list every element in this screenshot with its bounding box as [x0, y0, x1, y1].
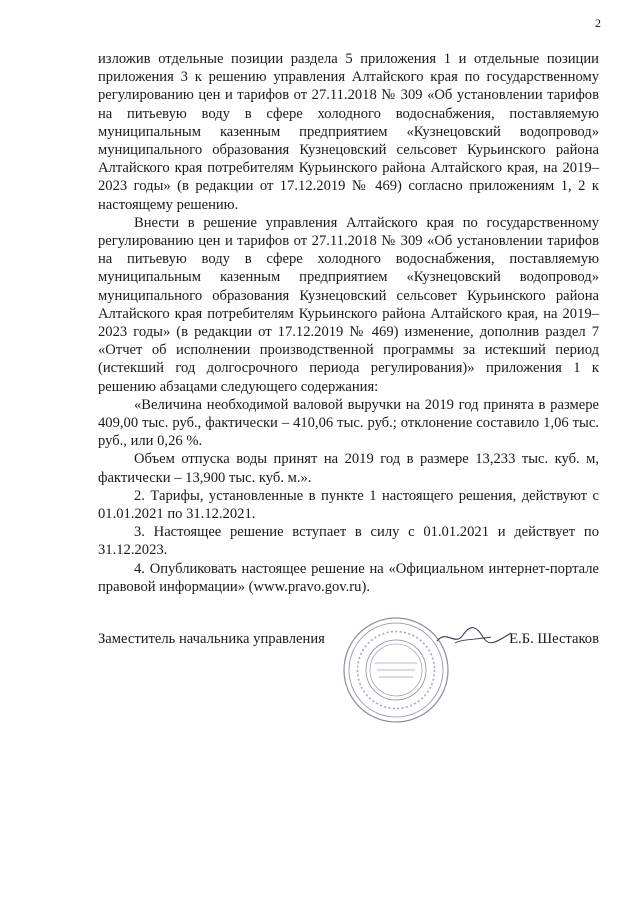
paragraph-amendment: Внести в решение управления Алтайского края по государственному регулированию цен и тарифов от 27.11.2018 № 309 «Об установлении тарифов на питьевую воду в сфере холодного водоснабжения, поставляемую муниципальным казенным предприятием «Кузнецовский водопровод» муниципального образования Кузнецовский сельсовет Курьинского района Алтайского края потребителям Курьинского района Алтайского края, на 2019–2023 годы» (в редакции от 17.12.2019 № 469) изменение, дополнив раздел 7 «Отчет об исполнении производственной программы за истекший период (истекший год долгосрочного периода регулирования)» приложения 1 к решению абзацами следующего содержания: — [98, 214, 599, 395]
paragraph-revenue: «Величина необходимой валовой выручки на 2019 год принята в размере 409,00 тыс. руб., фактически – 410,06 тыс. руб.; отклонение составило 1,06 тыс. руб., или 0,26 %. — [98, 396, 599, 450]
handwritten-signature-icon — [433, 621, 513, 651]
document-body — [98, 50, 599, 596]
paragraph-item-4: 4. Опубликовать настоящее решение на «Официальном интернет-портале правовой информации» (www.pravo.gov.ru). — [98, 560, 599, 595]
paragraph-item-3: 3. Настоящее решение вступает в силу с 01.01.2021 и действует по 31.12.2023. — [98, 524, 599, 559]
paragraph-continuation: изложив отдельные позиции раздела 5 приложения 1 и отдельные позиции приложения 3 к решению управления Алтайского края по государственному регулированию цен и тарифов от 27.11.2018 № 309 «Об установлении тарифов на питьевую воду в сфере холодного водоснабжения, поставляемую муниципальным казенным предприятием «Кузнецовский водопровод» муниципального образования Кузнецовский сельсовет Курьинского района Алтайского края потребителям Курьинского района Алтайского края, на 2019–2023 годы» (в редакции от 17.12.2019 № 469) согласно приложениям 1, 2 к настоящему решению. — [98, 51, 599, 213]
paragraph-item-2: 2. Тарифы, установленные в пункте 1 настоящего решения, действуют с 01.01.2021 по 31.12.2021. — [98, 487, 599, 523]
paragraph-water-volume: Объем отпуска воды принят на 2019 год в размере 13,233 тыс. куб. м, фактически – 13,900 тыс. куб. м.». — [98, 451, 599, 486]
page-number: 2 — [595, 16, 601, 30]
signature-block — [98, 625, 599, 735]
signatory-position: Заместитель начальника управления — [98, 631, 325, 647]
signatory-name: Е.Б. Шестаков — [509, 631, 599, 647]
